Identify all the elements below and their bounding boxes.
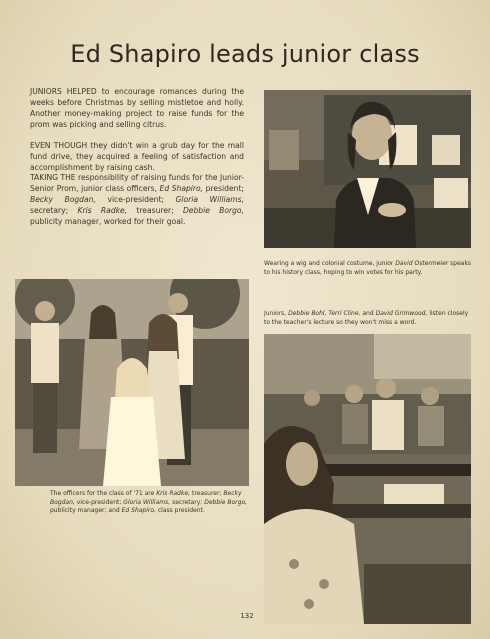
student-name: David Grimwood, bbox=[375, 310, 428, 317]
caption-text: treasurer; bbox=[190, 490, 224, 497]
page-title: Ed Shapiro leads junior class bbox=[70, 40, 420, 68]
officer-name: Gloria Williams, bbox=[123, 498, 171, 506]
caption-class-officers bbox=[50, 490, 250, 516]
paragraph-text: responsibility of raising funds for the Junior-Senior Prom, junior class officers, bbox=[30, 173, 245, 193]
officer-name: Gloria Williams, bbox=[175, 195, 244, 204]
caption-text: speaks to his history class, hoping to win votes for his party. bbox=[264, 260, 472, 276]
student-name: Debbie Bohl, bbox=[288, 310, 327, 317]
paragraph-text: to encourage romances during the weeks before Christmas by selling mistletoe and holly. Another money-making project to raise funds for the prom was picking and selling citrus. bbox=[30, 87, 245, 129]
officer-name: Debbie Borgo, bbox=[204, 498, 248, 506]
paragraph-lead: JUNIORS HELPED bbox=[30, 87, 97, 96]
officer-name: Ed Shapiro, bbox=[121, 507, 156, 514]
officer-name: Becky Bogdan, bbox=[30, 195, 96, 204]
paragraph-text: secretary; bbox=[30, 206, 78, 215]
paragraph-fund-drive bbox=[30, 140, 244, 173]
paragraph-text: they didn't win a grub day for the mall fund drive, they acquired a feeling of satisfaction and accomplishment by raising cash. bbox=[30, 141, 244, 172]
paragraph-text: vice-president; bbox=[95, 195, 176, 204]
caption-costumed-speaker bbox=[264, 260, 474, 277]
paragraph-lead: EVEN THOUGH bbox=[30, 141, 88, 150]
officer-name: Ed Shapiro, bbox=[159, 184, 204, 193]
student-name: Terri Cline, bbox=[328, 310, 361, 317]
officer-name: Debbie Borgo, bbox=[182, 206, 244, 215]
caption-text: Wearing a wig and colonial costume, junior bbox=[264, 260, 396, 267]
photo-class-officers bbox=[15, 279, 249, 486]
paragraph-officers bbox=[30, 172, 244, 227]
student-name: David Ostermeier bbox=[395, 260, 449, 267]
caption-text: and bbox=[360, 310, 376, 317]
paragraph-mistletoe bbox=[30, 86, 244, 130]
caption-text: vice-president; bbox=[74, 498, 124, 506]
photo-listening-juniors bbox=[264, 334, 471, 624]
paragraph-text: president; bbox=[203, 184, 244, 193]
caption-text: listen closely to the teacher's lecture so they won't miss a word. bbox=[264, 310, 469, 326]
caption-text: publicity manager; and bbox=[50, 507, 122, 514]
officer-name: Becky Bogdan, bbox=[50, 490, 242, 506]
caption-text: The officers for the class of '71 are bbox=[50, 490, 157, 497]
page-number: 132 bbox=[240, 612, 254, 620]
paragraph-text: publicity manager, worked for their goal. bbox=[30, 217, 186, 226]
photo-costumed-speaker bbox=[264, 90, 471, 248]
officer-name: Kris Radke, bbox=[77, 206, 128, 215]
paragraph-lead: TAKING THE bbox=[30, 173, 76, 182]
caption-listening-juniors bbox=[264, 310, 474, 327]
officer-name: Kris Radke, bbox=[156, 490, 191, 497]
paragraph-text: treasurer; bbox=[127, 206, 183, 215]
caption-text: Juniors, bbox=[264, 310, 289, 317]
caption-text: secretary; bbox=[170, 498, 205, 506]
caption-text: class president. bbox=[155, 507, 205, 514]
